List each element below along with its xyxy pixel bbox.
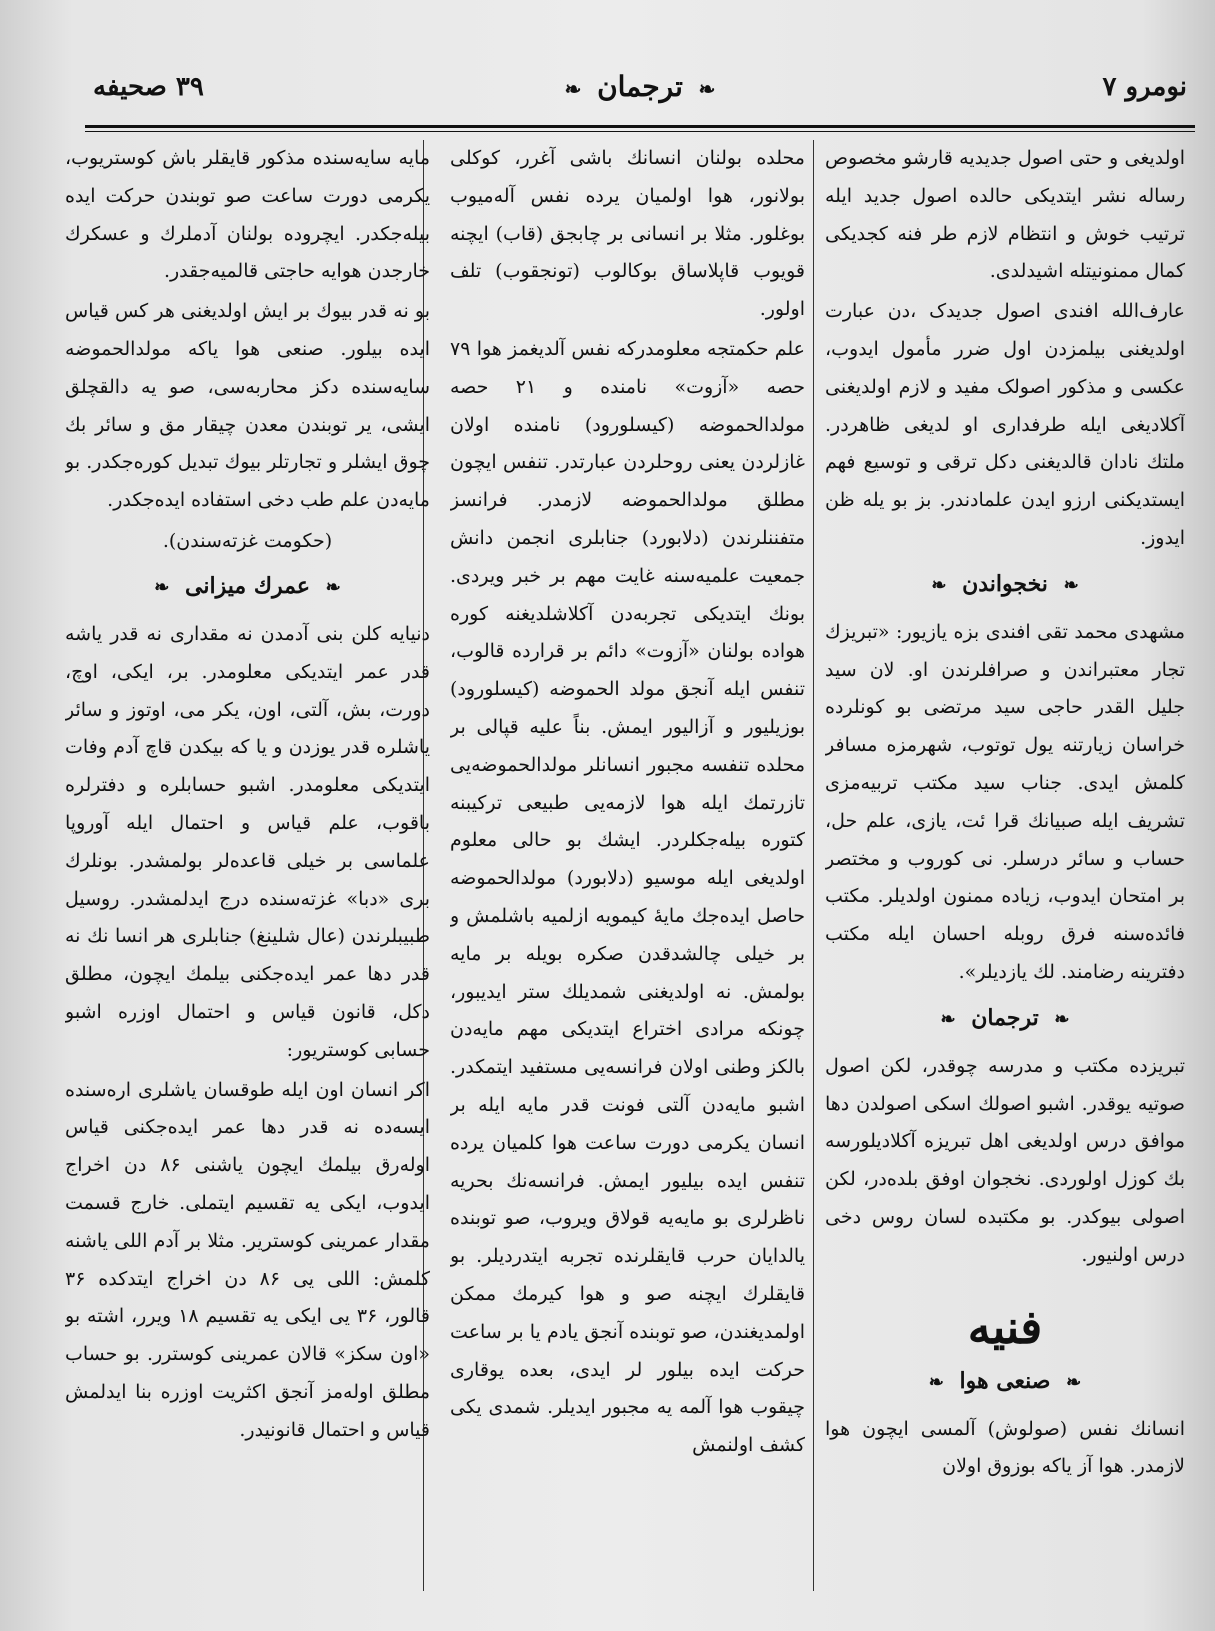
section-title — [825, 1361, 1185, 1403]
ornament-icon: ❧ — [325, 576, 341, 598]
ornament-icon: ❧ — [698, 76, 716, 101]
ornament-icon: ❧ — [931, 574, 947, 596]
section-title-text: نخجواندن — [962, 570, 1048, 597]
masthead — [559, 70, 722, 103]
paragraph: محلده بولنان انسانك باشی آغرر، کوکلی بولانور، هوا اولمیان یرده نفس آله‌میوب بوغلور. مثلا بر انسانی بر چابجق (قاب) ایچنه قویوب قاپلاساق بوکالوب (تونجقوب) تلف اولور. — [450, 147, 805, 321]
paragraph: بو نه قدر بیوك بر ایش اولدیغنی هر کس قیاس ایده بیلور. صنعی هوا یاکه مولدالحموضه سایه‌سنده دکز محاربه‌سی، صو یه دالقچلق ایشی، یر توبندن معدن چیقار مق و سائر بك چوق ایشلر و تجارتلر بیوك تبدیل کوره‌جکدر. بو مایه‌دن علم طب دخی استفاده ایده‌جکدر. — [65, 300, 430, 512]
ornament-icon: ❧ — [564, 76, 582, 101]
section-title — [65, 566, 430, 608]
paper-title: ترجمان — [597, 70, 683, 103]
ornament-icon: ❧ — [1054, 1008, 1070, 1030]
paragraph: تبریزده مکتب و مدرسه چوقدر، لکن اصول صوتیه یوقدر. اشبو اصولك اسکی اصولدن دها موافق درس اولدیغی اهل تبریزه آکلادیلورسه بك کوزل اولوردی. نخجوان اوفق بلده‌در، لکن اصولی بیوکدر. بو مکتبده لسان روس دخی درس اولنیور. — [825, 1054, 1185, 1266]
page-header — [85, 70, 1195, 120]
source-credit: (حکومت غزته‌سندن). — [162, 529, 333, 552]
paragraph: مایه سایه‌سنده مذکور قایقلر باش کوستریوب، یکرمی دورت ساعت صو توبندن حرکت ایده بیله‌جکدر. ایچروده بولنان آدملرك و عسکرك خارجدن هوایه حاجتی قالمیه‌جقدر. — [65, 147, 430, 283]
section-title-text: صنعی هوا — [959, 1367, 1051, 1394]
header-rule — [85, 125, 1195, 128]
paragraph: اکر انسان اون ایله طوقسان یاشلری اره‌سنده ایسه‌ده نه قدر دها عمر ایده‌جکنی قیاس اوله‌رق بیلمك ایچون یاشنی ۸۶ دن اخراج ایدوب، ایکی یه تقسیم ایتملی. خارج قسمت مقدار عمرینی کوستریر. مثلا بر آدم اللی یاشنه کلمش: اللی یی ۸۶ دن اخراج ایتدکده ۳۶ قالور، ۳۶ یی ایکی یه تقسیم ۱۸ ویرر، اشته بو «اون سکز» قالان عمرینی کوسترر. بو حساب مطلق اوله‌مز آنجق اکثریت اوزره بنا ایدلمش قیاس و احتمال قانونیدر. — [65, 1078, 430, 1441]
section-title-text: ترجمان — [971, 1004, 1039, 1031]
column-right — [825, 140, 1185, 1591]
ornament-icon: ❧ — [928, 1371, 944, 1393]
paragraph: علم حکمتجه معلومدرکه نفس آلدیغمز هوا ۷۹ حصه «آزوت» نامنده و ۲۱ حصه مولدالحموضه (کیسلورود) نامنده اولان غازلردن یعنی روحلردن عبارتدر. تنفس ایچون مطلق مولدالحموضه لازمدر. فرانسز متفننلرندن (دلابورد) جنابلری انجمن دانش جمعیت علمیه‌سنه غایت مهم بر خبر ویردی. بونك ایتدیکی تجربه‌دن آکلاشلدیغنه کوره هواده بولنان «آزوت» دائم بر قرارده قالوب، تنفس ایله آنجق مولد الحموضه (کیسلورود) بوزیلیور و آزالیور ایمش. بناً علیه قپالی بر محلده تنفسه مجبور انسانلر مولدالحموضه‌یی تازرتمك ایله هوا لازمه‌یی طبیعی ترکیبنه کتوره بیله‌جکلردر. ایشك بو حالی معلوم اولدیغی ایله موسیو (دلابورد) مولدالحموضه حاصل ایده‌جك مایهٔ کیمویه ازلمیه باشلمش و بر خیلی چالشدقدن صکره بویله بر مایه بولمش. نه اولدیغنی شمدیلك ستر ایدیبور، چونکه مرادی اختراع ایتدیکی مهم مایه‌دن بالکز وطنی اولان فرانسه‌یی مستفید ایتمکدر. اشبو مایه‌دن آلتی فونت قدر مایه ایله بر انسان یکرمی دورت ساعت هوا کلمیان یرده تنفس ایده بیلیور ایمش. فرانسه‌نك بحریه ناظرلری بو مایه‌یه قولاق ویروب، صو توبنده یالدایان حرب قایقلرنده تجربه ایتدردیلر. بو قایقلرك ایچنه صو و هوا کیرمك ممکن اولمدیغندن، صو توبنده آنجق یادم یا بر ساعت حرکت ایده بیلور لر ایدی، بعده یوقاری چیقوب هوا آلمه یه مجبور ایدیلر. شمدی یکی کشف اولنمش — [450, 337, 805, 1457]
column-middle — [450, 140, 805, 1591]
ornament-icon: ❧ — [1066, 1371, 1082, 1393]
ornament-icon: ❧ — [154, 576, 170, 598]
paragraph: مشهدی محمد تقی افندی بزه یازیور: «تبریزك تجار معتبراندن و صرافلرندن او. لان سید جلیل القدر حاجی سید مرتضی بو کونلرده خراسان زیارتنه یول توتوب، شهرمزه مسافر کلمش ایدی. جناب سید مکتب تربیه‌مزی تشریف ایله صبیانك قرا ئت، یازی، علم حل، حساب و سائر درسلر. نی کوروب و مختصر بر امتحان ایدوب، زیاده ممنون اولدیلر. مکتب فائده‌سنه فرق روبله احسان ایله مکتب دفترینه رضامند. لك یازدیلر». — [825, 620, 1185, 983]
section-title-text: عمرك میزانی — [185, 572, 310, 599]
header-rule-thin — [85, 131, 1195, 132]
paragraph: انسانك نفس (صولوش) آلمسی ایچون هوا لازمدر. هوا آز یاکه بوزوق اولان — [825, 1417, 1185, 1478]
column-divider — [813, 140, 814, 1591]
paragraph: اولدیغی و حتی اصول جدیدیه قارشو مخصوص رساله نشر ایتدیکی حالده اصول جدید ایله ترتیب خوش و انتظام لازم طر فنه کجدیکی کمال ممنونیتله اشیدلدی. — [825, 147, 1185, 283]
paragraph: دنیایه کلن بنی آدمدن نه مقداری نه قدر یاشه قدر عمر ایتدیکی معلومدر. بر، ایکی، اوچ، دورت، بش، آلتی، اون، یکر می، اوتوز و سائر یاشلره قدر یوزدن و یا که بیکدن قاچ آدم وفات ایتدیکی معلومدر. اشبو حسابلره و دفترلره باقوب، علم قیاس و احتمال ایله آوروپا علماسی بر خیلی قاعده‌لر بولمشدر. بونلرك بری «دبا» غزته‌سنده درج ایدلمشدر. روسیل طبیبلرندن (عال شلینغ) جنابلری هر انسا نك نه قدر دها عمر ایده‌جکنی بیلمك ایچون، مطلق دکل، قانون قیاس و احتمال اوزره اشبو حسابی کوستریور: — [65, 622, 430, 1061]
issue-number: نومرو ۷ — [1102, 72, 1187, 102]
column-left — [65, 140, 430, 1591]
ornament-icon: ❧ — [940, 1008, 956, 1030]
section-title — [825, 998, 1185, 1040]
ornament-icon: ❧ — [1063, 574, 1079, 596]
paragraph: عارف‌الله افندی اصول جدیدک ،دن عبارت اولدیغنی بیلمزدن اول ضرر مأمول ایدوب، عکسی و مذکور اصولک مفید و لازم اولدیغنی آکلادیغی ایله طرفداری او لدیغی ظاهردر. ملتك نادان قالدیغنی دکل ترقی و توسیع فهم ایستدیکنی ارزو ایدن علمادندر. بز بو یله ظن ایدوز. — [825, 300, 1185, 549]
section-title — [825, 564, 1185, 606]
category-heading: فنیه — [967, 1299, 1043, 1354]
page-number: ۳۹ صحیفه — [93, 72, 204, 102]
